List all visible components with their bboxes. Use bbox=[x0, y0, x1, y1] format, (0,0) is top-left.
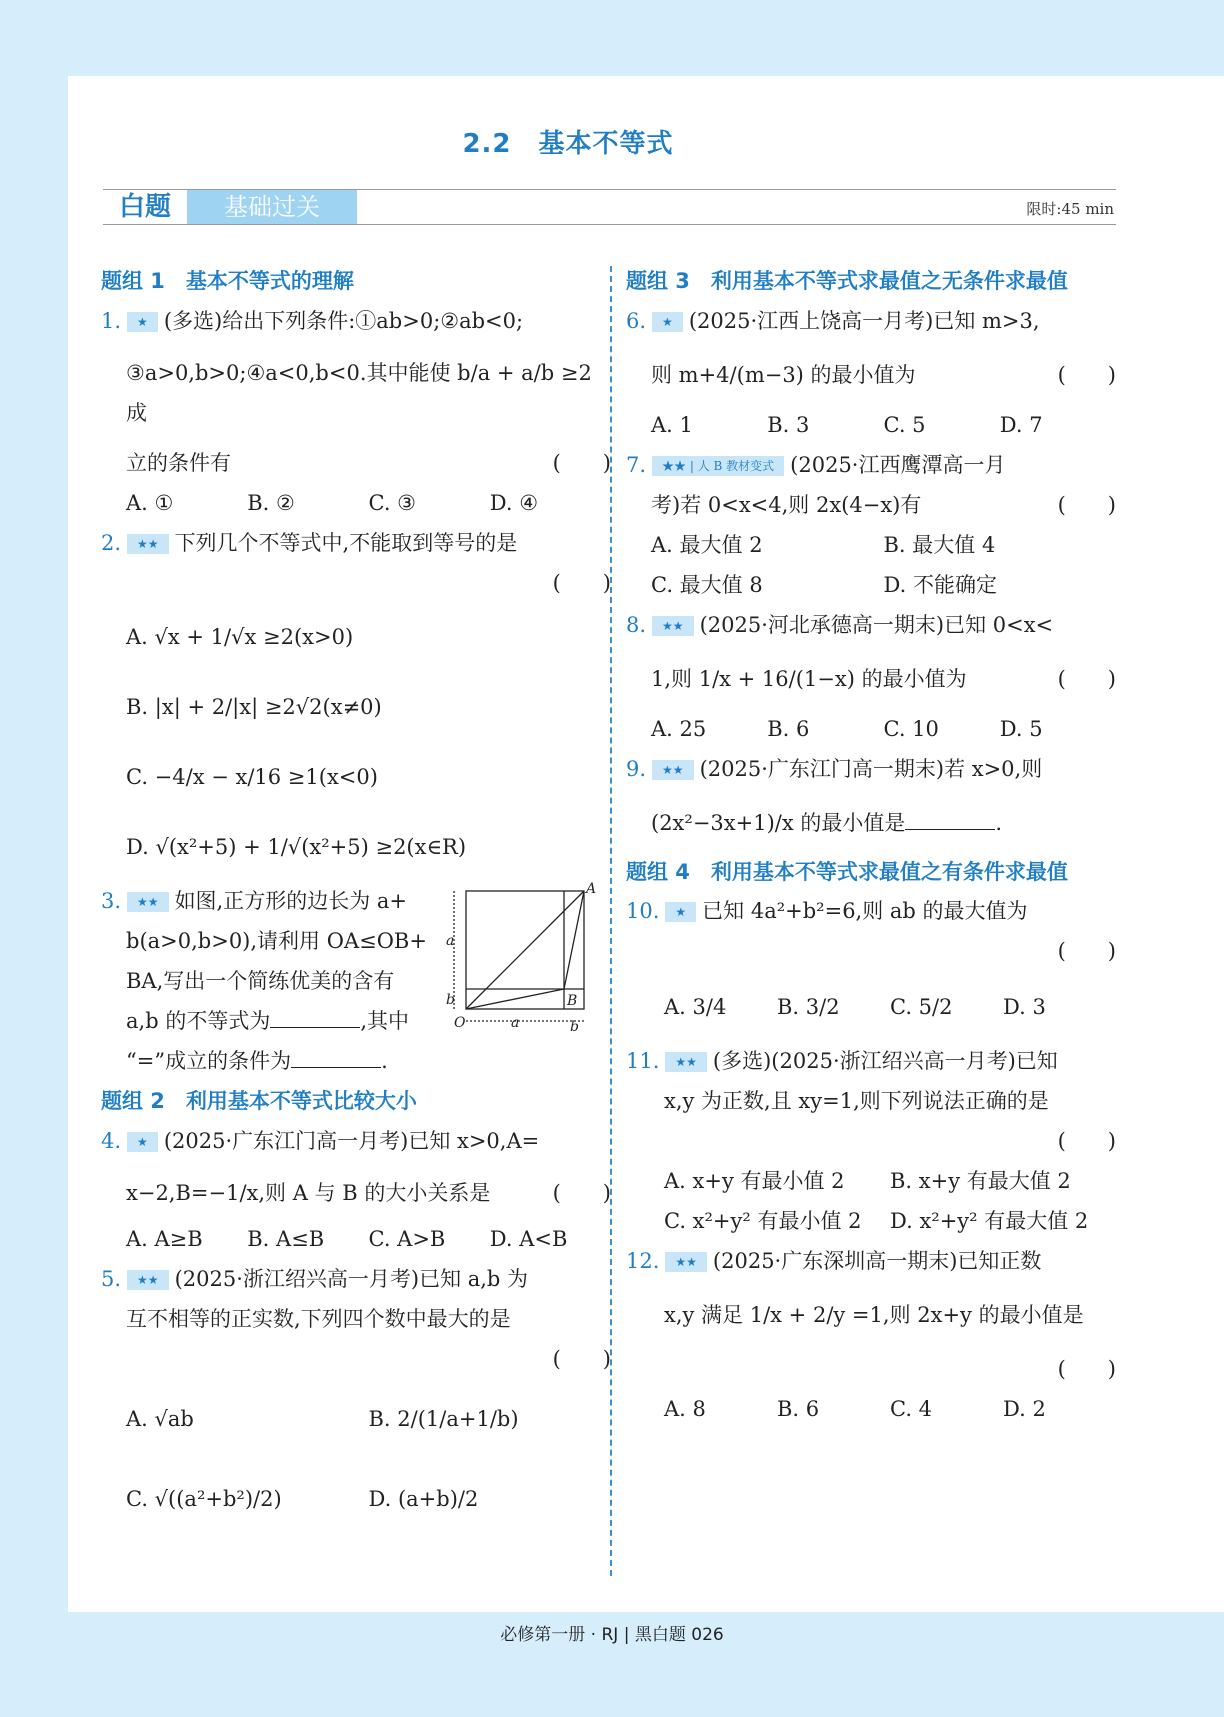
question-10 bbox=[626, 891, 1116, 1027]
question-number: 7. bbox=[626, 453, 647, 477]
options: A. 25 B. 6 C. 10 D. 5 bbox=[651, 717, 1043, 741]
difficulty-badge: ★ bbox=[127, 312, 158, 332]
difficulty-badge: ★★ bbox=[127, 1270, 169, 1290]
options: A. √ab B. 2/(1/a+1/b) bbox=[126, 1407, 519, 1431]
question-number: 12. bbox=[626, 1249, 660, 1273]
options: A. 8 B. 6 C. 4 D. 2 bbox=[664, 1397, 1046, 1421]
question-text: 下列几个不等式中,不能取到等号的是 bbox=[174, 531, 518, 555]
question-4 bbox=[101, 1121, 611, 1259]
question-9 bbox=[626, 749, 1116, 843]
options: A. x+y 有最小值 2 B. x+y 有最大值 2 bbox=[664, 1169, 1071, 1193]
question-text-line: 1,则 1/x + 16/(1−x) 的最小值为 ( ) bbox=[626, 659, 1116, 699]
svg-text:O: O bbox=[454, 1015, 466, 1031]
options: A. ① B. ② C. ③ D. ④ bbox=[126, 491, 539, 515]
question-text: (多选)给出下列条件:①ab>0;②ab<0; bbox=[163, 309, 524, 333]
page-footer: 必修第一册 · RJ | 黑白题 026 bbox=[500, 1625, 724, 1645]
section-band bbox=[103, 189, 1116, 225]
question-text-line: “=”成立的条件为 . bbox=[126, 1049, 388, 1073]
question-number: 1. bbox=[101, 309, 122, 333]
options: A. A≥B B. A≤B C. A>B D. A<B bbox=[126, 1227, 568, 1251]
question-text-line: x−2,B=−1/x,则 A 与 B 的大小关系是 ( ) bbox=[101, 1173, 611, 1213]
answer-paren: ( ) bbox=[552, 1181, 611, 1205]
option-c: C. −4/x − x/16 ≥1(x<0) bbox=[126, 765, 378, 789]
question-text: 如图,正方形的边长为 a+ bbox=[174, 889, 408, 913]
options: A. 最大值 2 B. 最大值 4 bbox=[651, 533, 996, 557]
svg-text:b: b bbox=[570, 1019, 579, 1031]
answer-paren: ( ) bbox=[552, 451, 611, 475]
question-7 bbox=[626, 445, 1116, 605]
difficulty-badge: ★★ bbox=[652, 616, 694, 636]
question-text-line: ③a>0,b>0;④a<0,b<0.其中能使 b/a + a/b ≥2 成 bbox=[126, 361, 592, 425]
svg-text:b: b bbox=[446, 992, 455, 1008]
question-number: 10. bbox=[626, 899, 660, 923]
band-white-label: 白题 bbox=[103, 190, 187, 224]
difficulty-badge: ★★ bbox=[665, 1252, 707, 1272]
question-number: 8. bbox=[626, 613, 647, 637]
difficulty-badge: ★★ | 人 B 教材变式 bbox=[652, 456, 784, 476]
question-6 bbox=[626, 301, 1116, 445]
question-number: 9. bbox=[626, 757, 647, 781]
answer-blank bbox=[270, 1007, 360, 1028]
group-4-heading: 题组 4 利用基本不等式求最值之有条件求最值 bbox=[626, 860, 1068, 884]
svg-text:a: a bbox=[511, 1015, 520, 1031]
answer-paren: ( ) bbox=[1057, 363, 1116, 387]
answer-paren: ( ) bbox=[1057, 1357, 1116, 1381]
options: C. 最大值 8 D. 不能确定 bbox=[651, 573, 997, 597]
square-figure bbox=[446, 881, 606, 1031]
question-text: (多选)(2025·浙江绍兴高一月考)已知 bbox=[712, 1049, 1058, 1073]
difficulty-badge: ★ bbox=[652, 312, 683, 332]
question-text-line: 立的条件有 ( ) bbox=[101, 443, 611, 483]
question-number: 6. bbox=[626, 309, 647, 333]
question-text: (2025·江西鹰潭高一月 bbox=[790, 453, 1006, 477]
answer-paren: ( ) bbox=[1057, 939, 1116, 963]
question-text-line: 互不相等的正实数,下列四个数中最大的是 bbox=[126, 1307, 511, 1331]
question-text-line: a,b 的不等式为 ,其中 bbox=[126, 1009, 410, 1033]
difficulty-badge: ★ bbox=[665, 902, 696, 922]
right-column bbox=[626, 261, 1116, 1429]
answer-paren: ( ) bbox=[552, 571, 611, 595]
question-text: (2025·广东深圳高一期末)已知正数 bbox=[712, 1249, 1042, 1273]
answer-blank bbox=[291, 1047, 381, 1068]
section-title: 2.2 基本不等式 bbox=[462, 129, 674, 159]
question-text-line: 则 m+4/(m−3) 的最小值为 ( ) bbox=[626, 355, 1116, 395]
question-2 bbox=[101, 523, 611, 867]
band-blue-label: 基础过关 bbox=[187, 190, 357, 224]
svg-text:B: B bbox=[567, 993, 578, 1009]
answer-paren: ( ) bbox=[1057, 1129, 1116, 1153]
difficulty-badge: ★ bbox=[127, 1132, 158, 1152]
question-text: (2025·广东江门高一期末)若 x>0,则 bbox=[699, 757, 1043, 781]
group-1-heading: 题组 1 基本不等式的理解 bbox=[101, 269, 354, 293]
question-text-line: (2x²−3x+1)/x 的最小值是 . bbox=[651, 811, 1003, 835]
difficulty-badge: ★★ bbox=[127, 892, 169, 912]
page bbox=[68, 76, 1224, 1612]
question-text: (2025·浙江绍兴高一月考)已知 a,b 为 bbox=[174, 1267, 529, 1291]
question-text: 已知 4a²+b²=6,则 ab 的最大值为 bbox=[702, 899, 1028, 923]
question-number: 5. bbox=[101, 1267, 122, 1291]
question-3 bbox=[101, 881, 611, 1081]
question-text-line: x,y 为正数,且 xy=1,则下列说法正确的是 bbox=[664, 1089, 1049, 1113]
question-number: 3. bbox=[101, 889, 122, 913]
question-number: 2. bbox=[101, 531, 122, 555]
question-text-line: x,y 满足 1/x + 2/y =1,则 2x+y 的最小值是 bbox=[664, 1303, 1084, 1327]
options: C. x²+y² 有最小值 2 D. x²+y² 有最大值 2 bbox=[664, 1209, 1089, 1233]
question-11 bbox=[626, 1041, 1116, 1241]
question-number: 11. bbox=[626, 1049, 660, 1073]
options: A. 1 B. 3 C. 5 D. 7 bbox=[651, 413, 1043, 437]
group-2-heading: 题组 2 利用基本不等式比较大小 bbox=[101, 1089, 417, 1113]
question-text: (2025·河北承德高一期末)已知 0<x< bbox=[699, 613, 1054, 637]
question-12 bbox=[626, 1241, 1116, 1429]
difficulty-badge: ★★ bbox=[652, 760, 694, 780]
answer-blank bbox=[905, 809, 995, 830]
group-3-heading: 题组 3 利用基本不等式求最值之无条件求最值 bbox=[626, 269, 1068, 293]
question-text-line: b(a>0,b>0),请利用 OA≤OB+ bbox=[126, 929, 427, 953]
question-text: (2025·广东江门高一月考)已知 x>0,A= bbox=[163, 1129, 540, 1153]
question-number: 4. bbox=[101, 1129, 122, 1153]
options: A. 3/4 B. 3/2 C. 5/2 D. 3 bbox=[664, 995, 1046, 1019]
time-limit: 限时:45 min bbox=[1026, 200, 1114, 218]
answer-paren: ( ) bbox=[552, 1347, 611, 1371]
question-1 bbox=[101, 301, 611, 523]
difficulty-badge: ★★ bbox=[127, 534, 169, 554]
svg-text:a: a bbox=[446, 933, 455, 949]
left-column bbox=[101, 261, 611, 1519]
difficulty-badge: ★★ bbox=[665, 1052, 707, 1072]
answer-paren: ( ) bbox=[1057, 667, 1116, 691]
answer-paren: ( ) bbox=[1057, 493, 1116, 517]
question-text-line: 考)若 0<x<4,则 2x(4−x)有 ( ) bbox=[626, 485, 1116, 525]
svg-text:A: A bbox=[586, 881, 597, 897]
option-a: A. √x + 1/√x ≥2(x>0) bbox=[126, 625, 354, 649]
question-text-line: BA,写出一个简练优美的含有 bbox=[126, 969, 395, 993]
option-d: D. √(x²+5) + 1/√(x²+5) ≥2(x∈R) bbox=[126, 835, 467, 859]
question-8 bbox=[626, 605, 1116, 749]
question-5 bbox=[101, 1259, 611, 1519]
options: C. √((a²+b²)/2) D. (a+b)/2 bbox=[126, 1487, 479, 1511]
question-text: (2025·江西上饶高一月考)已知 m>3, bbox=[688, 309, 1040, 333]
option-b: B. |x| + 2/|x| ≥2√2(x≠0) bbox=[126, 695, 382, 719]
